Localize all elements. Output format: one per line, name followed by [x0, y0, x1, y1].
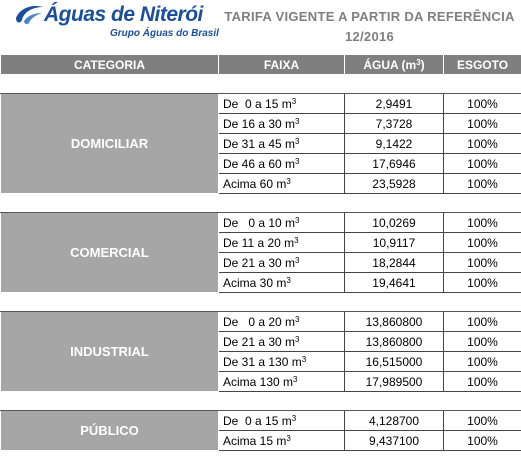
- agua-cell: 23,5928: [345, 174, 444, 194]
- faixa-cell: Acima 30 $m^3$: [219, 273, 345, 293]
- agua-cell: 18,2844: [345, 253, 444, 273]
- faixa-cell: De 21 a 30 $m^3$: [219, 253, 345, 273]
- col-header-categoria: CATEGORIA: [1, 55, 219, 75]
- col-header-esgoto: ESGOTO: [444, 55, 521, 75]
- esgoto-cell: 100%: [444, 332, 521, 352]
- agua-cell: 17,6946: [345, 154, 444, 174]
- spacer-row: [1, 293, 521, 312]
- col-header-faixa: FAIXA: [219, 55, 345, 75]
- category-cell: COMERCIAL: [1, 213, 219, 293]
- agua-cell: 9,1422: [345, 134, 444, 154]
- page-title: [218, 0, 521, 53]
- agua-cell: 10,0269: [345, 213, 444, 233]
- spacer-row: [1, 75, 521, 94]
- title-line-1: TARIFA VIGENTE A PARTIR DA REFERÊNCIA: [224, 9, 515, 24]
- esgoto-cell: 100%: [444, 94, 521, 114]
- agua-cell: 17,989500: [345, 372, 444, 392]
- agua-cell: 13,860800: [345, 332, 444, 352]
- category-cell: INDUSTRIAL: [1, 312, 219, 392]
- agua-cell: 16,515000: [345, 352, 444, 372]
- faixa-cell: Acima 60 $m^3$: [219, 174, 345, 194]
- faixa-cell: De 0 a 10 $m^3$: [219, 213, 345, 233]
- category-cell: PÚBLICO: [1, 411, 219, 451]
- esgoto-cell: 100%: [444, 134, 521, 154]
- faixa-cell: Acima 130 $m^3$: [219, 372, 345, 392]
- agua-cell: 2,9491: [345, 94, 444, 114]
- esgoto-cell: 100%: [444, 273, 521, 293]
- agua-cell: 9,437100: [345, 431, 444, 451]
- faixa-cell: Acima 15 $m^3$: [219, 431, 345, 451]
- esgoto-cell: 100%: [444, 213, 521, 233]
- esgoto-cell: 100%: [444, 372, 521, 392]
- faixa-cell: De 11 a 20 $m^3$: [219, 233, 345, 253]
- company-logo: [0, 0, 218, 53]
- esgoto-cell: 100%: [444, 352, 521, 372]
- agua-cell: 7,3728: [345, 114, 444, 134]
- esgoto-cell: 100%: [444, 312, 521, 332]
- table-row: [1, 213, 521, 233]
- faixa-cell: De 21 a 30 $m^3$: [219, 332, 345, 352]
- category-cell: DOMICILIAR: [1, 94, 219, 194]
- table-row: [1, 312, 521, 332]
- faixa-cell: De 46 a 60 $m^3$: [219, 154, 345, 174]
- faixa-cell: De 31 a 45 $m^3$: [219, 134, 345, 154]
- faixa-cell: De 0 a 15 $m^3$: [219, 411, 345, 431]
- agua-cell: 10,9117: [345, 233, 444, 253]
- tariff-table: [0, 54, 521, 451]
- table-row: [1, 411, 521, 431]
- col-header-agua: ÁGUA $(m^3)$: [345, 55, 444, 75]
- agua-cell: 4,128700: [345, 411, 444, 431]
- esgoto-cell: 100%: [444, 174, 521, 194]
- agua-cell: 19,4641: [345, 273, 444, 293]
- agua-cell: 13,860800: [345, 312, 444, 332]
- spacer-row: [1, 194, 521, 213]
- table-header-row: [1, 55, 521, 75]
- esgoto-cell: 100%: [444, 411, 521, 431]
- logo-subtitle: Grupo Águas do Brasil: [110, 28, 219, 39]
- esgoto-cell: 100%: [444, 114, 521, 134]
- faixa-cell: De 0 a 20 $m^3$: [219, 312, 345, 332]
- water-drop-icon: [14, 4, 44, 26]
- title-line-2: 12/2016: [344, 29, 395, 44]
- esgoto-cell: 100%: [444, 154, 521, 174]
- faixa-cell: De 31 a 130 $m^3$: [219, 352, 345, 372]
- esgoto-cell: 100%: [444, 233, 521, 253]
- esgoto-cell: 100%: [444, 431, 521, 451]
- table-body: [1, 75, 521, 451]
- esgoto-cell: 100%: [444, 253, 521, 273]
- faixa-cell: De 16 a 30 $m^3$: [219, 114, 345, 134]
- table-row: [1, 94, 521, 114]
- logo-name: Águas de Niterói: [44, 3, 203, 26]
- faixa-cell: De 0 a 15 $m^3$: [219, 94, 345, 114]
- spacer-row: [1, 392, 521, 411]
